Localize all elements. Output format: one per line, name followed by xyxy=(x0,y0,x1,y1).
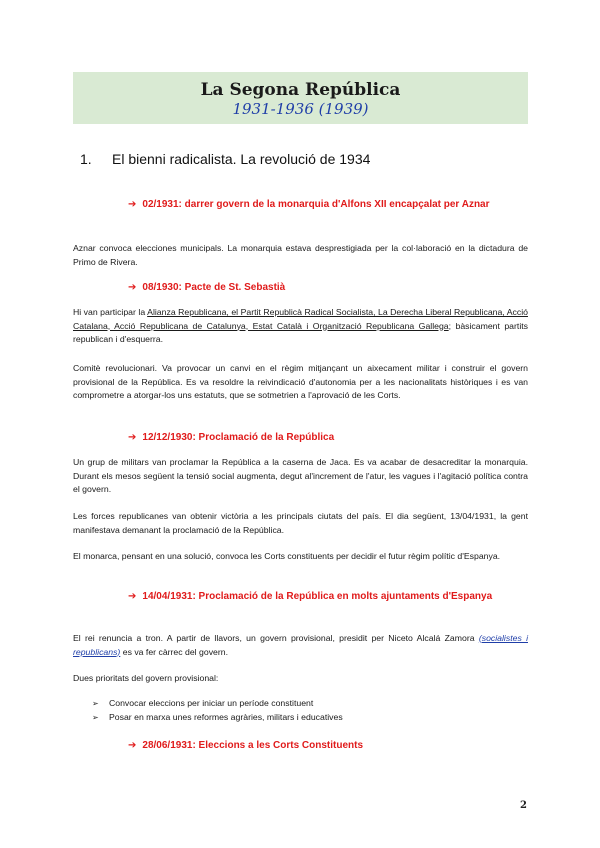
title-box xyxy=(73,72,528,124)
paragraph-7: El rei renuncia a tron. A partir de llavors, un govern provisional, presidit per Niceto Alcalá Zamora (socialistes i republicans) es va fer càrrec del govern. xyxy=(73,633,528,657)
paragraph-4: Un grup de militars van proclamar la República a la caserna de Jaca. Es va acabar de desacreditar la monarquia. Durant els mesos següent la tensió social augmenta, degut al'increment de l'atur, les vagues i l'agitació política contra el govern. xyxy=(73,457,528,494)
section-title: El bienni radicalista. La revolució de 1934 xyxy=(112,151,371,167)
paragraph-3: Comitè revolucionari. Va provocar un canvi en el règim mitjançant un aixecament militar i construir el govern provisional de la República. Es va resoldre la reivindicació d'autonomia per a les nacionalitats històriques i es van comprometre a atorgar-los uns estatuts, que se sotmetrien a l'aprovació de les Corts. xyxy=(73,363,528,400)
paragraph-1: Aznar convoca elecciones municipals. La monarquia estava desprestigiada per la col·laboració en la dictadura de Primo de Rivera. xyxy=(73,243,528,267)
event-heading-3: ➔ 12/12/1930: Proclamació de la República xyxy=(128,432,335,443)
arrow-icon: ➔ xyxy=(128,432,137,443)
paragraph-2: Hi van participar la Alianza Republicana, el Partit Republicà Radical Socialista, La Derecha Liberal Republicana, Acció Catalana, Acció Republicana de Catalunya, Estat Català i Organització Republicana Gallega; bàsicament partits republican i d'esquerra. xyxy=(73,307,529,344)
socialists-link[interactable]: (socialistes i republicans) xyxy=(73,633,528,657)
bullet-arrow-icon: ➢ xyxy=(92,699,99,708)
event-heading-4: ➔ 14/04/1931: Proclamació de la República en molts ajuntaments d'Espanya xyxy=(128,591,493,602)
parties-link[interactable]: Alianza Republicana, el Partit Republicà Radical Socialista, La Derecha Liberal Republicana, Acció Catalana, Acció Republicana de Catalunya, Estat Català i Organització Republicana Gallega xyxy=(73,307,528,331)
list-item: ➢ Convocar eleccions per iniciar un període constituent xyxy=(92,697,343,711)
document-title: La Segona República xyxy=(200,80,401,100)
event-heading-1: ➔ 02/1931: darrer govern de la monarquia d'Alfons XII encapçalat per Aznar xyxy=(128,199,490,210)
paragraph-8: Dues prioritats del govern provisional: xyxy=(73,673,219,683)
arrow-icon: ➔ xyxy=(128,591,137,602)
arrow-icon: ➔ xyxy=(128,199,137,210)
section-number: 1. xyxy=(80,151,92,167)
arrow-icon: ➔ xyxy=(128,282,137,293)
arrow-icon: ➔ xyxy=(128,740,137,751)
document-subtitle: 1931-1936 (1939) xyxy=(232,100,369,118)
event-heading-5: ➔ 28/06/1931: Eleccions a les Corts Constituents xyxy=(128,740,364,751)
priorities-list xyxy=(92,697,343,724)
paragraph-5: Les forces republicanes van obtenir victòria a les principals ciutats del país. El dia següent, 13/04/1931, la gent manifestava demanant la proclamació de la República. xyxy=(73,511,528,535)
section-heading xyxy=(80,151,370,167)
list-item: ➢ Posar en marxa unes reformes agràries, militars i educatives xyxy=(92,711,343,725)
event-heading-2: ➔ 08/1930: Pacte de St. Sebastià xyxy=(128,282,286,293)
bullet-arrow-icon: ➢ xyxy=(92,712,99,722)
paragraph-6: El monarca, pensant en una solució, convoca les Corts constituents per decidir el futur règim polític d'Espanya. xyxy=(73,551,501,561)
page-number: 2 xyxy=(520,800,527,811)
